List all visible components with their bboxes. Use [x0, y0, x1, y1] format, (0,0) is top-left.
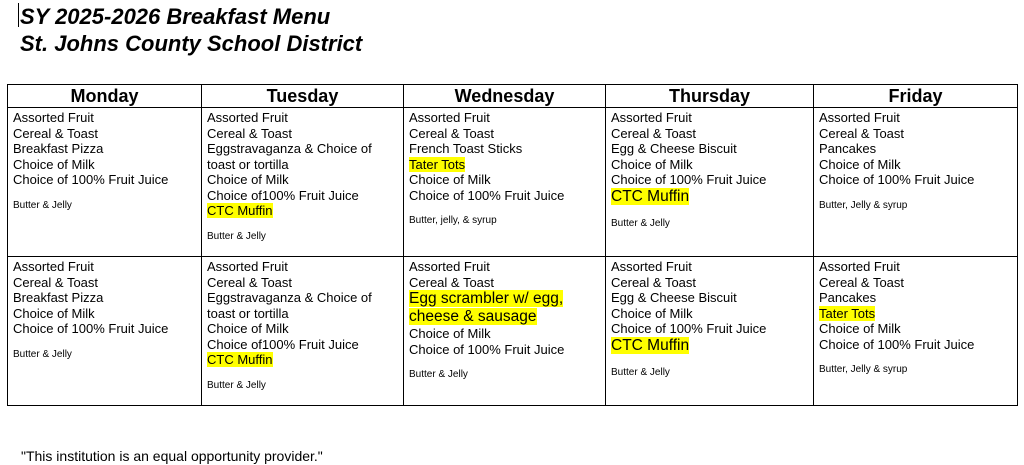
menu-item-line — [611, 141, 809, 157]
menu-item: Choice of 100% Fruit Juice — [819, 336, 975, 352]
menu-item-line — [13, 290, 197, 306]
menu-item: Choice of 100% Fruit Juice — [611, 321, 767, 336]
condiments-note: Butter & Jelly — [207, 379, 266, 391]
menu-cell-wednesday — [404, 257, 606, 406]
menu-item: Breakfast Pizza — [13, 141, 104, 156]
menu-item: Assorted Fruit — [207, 110, 288, 125]
menu-item: Choice of Milk — [207, 321, 289, 336]
menu-item-line — [207, 172, 399, 188]
menu-item: Cereal & Toast — [409, 274, 495, 290]
menu-item: Cereal & Toast — [13, 125, 99, 141]
menu-cell-friday — [814, 257, 1018, 406]
menu-item-line — [13, 126, 197, 142]
highlighted-menu-item: Tater Tots — [819, 305, 876, 321]
menu-item-line — [409, 110, 601, 126]
menu-item: Cereal & Toast — [611, 274, 697, 290]
equal-opportunity-statement: "This institution is an equal opportunity provider." — [21, 448, 323, 464]
menu-item-line — [207, 188, 399, 204]
menu-item: Cereal & Toast — [611, 125, 697, 141]
menu-item-line — [409, 326, 601, 342]
menu-item-line — [611, 321, 809, 337]
menu-cell-monday — [8, 108, 202, 257]
menu-item: Assorted Fruit — [409, 110, 490, 125]
menu-item-line — [13, 172, 197, 188]
menu-item: Choice of 100% Fruit Juice — [13, 321, 169, 336]
day-header-thursday: Thursday — [606, 85, 814, 108]
menu-item-line — [13, 259, 197, 275]
text-cursor — [18, 3, 19, 27]
menu-item: Choice of100% Fruit Juice — [207, 336, 359, 352]
menu-cell-wednesday — [404, 108, 606, 257]
condiments-note: Butter & Jelly — [611, 366, 670, 378]
menu-item-line — [819, 290, 1013, 306]
menu-item: French Toast Sticks — [409, 141, 523, 156]
menu-item-line — [207, 141, 399, 172]
menu-item-line — [819, 172, 1013, 188]
menu-item-line — [207, 259, 399, 275]
menu-body — [8, 108, 1018, 406]
menu-item-line — [207, 203, 399, 219]
breakfast-menu-table — [7, 84, 1018, 406]
menu-item-line — [13, 141, 197, 157]
menu-item-line — [409, 259, 601, 275]
menu-cell-monday — [8, 257, 202, 406]
menu-item-line — [13, 306, 197, 322]
menu-item: Choice of Milk — [207, 172, 289, 187]
menu-item: Choice of 100% Fruit Juice — [13, 172, 169, 187]
highlighted-menu-item: Egg scrambler w/ egg, cheese & sausage — [409, 290, 564, 325]
menu-item-line — [611, 188, 809, 206]
day-header-row — [8, 85, 1018, 108]
menu-item: Assorted Fruit — [611, 110, 692, 125]
menu-item: Assorted Fruit — [13, 110, 94, 125]
highlighted-menu-item: CTC Muffin — [207, 203, 273, 218]
menu-item-line — [13, 321, 197, 337]
menu-item: Cereal & Toast — [819, 125, 905, 141]
menu-item-line — [409, 126, 601, 142]
menu-item-line — [409, 157, 601, 173]
menu-item: Choice of 100% Fruit Juice — [819, 172, 975, 187]
condiments-note: Butter & Jelly — [13, 348, 72, 360]
menu-cell-tuesday — [202, 108, 404, 257]
menu-item: Choice of Milk — [13, 305, 95, 321]
day-header-wednesday: Wednesday — [404, 85, 606, 108]
menu-item-line — [409, 188, 601, 204]
menu-item: Pancakes — [819, 141, 877, 156]
menu-item-line — [409, 275, 601, 291]
menu-item: Egg & Cheese Biscuit — [611, 141, 737, 156]
menu-item-line — [611, 157, 809, 173]
menu-item-line — [819, 110, 1013, 126]
menu-item: Assorted Fruit — [611, 259, 692, 274]
menu-item: Choice of Milk — [611, 156, 693, 172]
menu-item-line — [409, 342, 601, 358]
menu-item-line — [819, 157, 1013, 173]
menu-item: Choice of Milk — [819, 156, 901, 172]
menu-item-line — [409, 141, 601, 157]
menu-item: Breakfast Pizza — [13, 290, 104, 305]
menu-item-line — [13, 157, 197, 173]
menu-item: Pancakes — [819, 290, 877, 305]
menu-item-line — [819, 306, 1013, 322]
menu-item-line — [611, 275, 809, 291]
menu-item-line — [819, 337, 1013, 353]
menu-item-line — [819, 275, 1013, 291]
condiments-note: Butter & Jelly — [611, 217, 670, 229]
menu-item-line — [611, 337, 809, 355]
menu-item-line — [819, 259, 1013, 275]
menu-cell-thursday — [606, 257, 814, 406]
menu-item: Choice of 100% Fruit Juice — [409, 187, 565, 203]
menu-item-line — [611, 259, 809, 275]
menu-item: Choice of 100% Fruit Juice — [409, 341, 565, 357]
menu-item-line — [207, 337, 399, 353]
menu-item-line — [207, 275, 399, 291]
menu-item: Choice of 100% Fruit Juice — [611, 172, 767, 187]
menu-item-line — [207, 290, 399, 321]
menu-item: Choice of100% Fruit Juice — [207, 187, 359, 203]
menu-item: Eggstravaganza & Choice of toast or tortilla — [207, 141, 372, 172]
condiments-note: Butter & Jelly — [207, 230, 266, 242]
menu-cell-thursday — [606, 108, 814, 257]
menu-item-line — [611, 172, 809, 188]
menu-item-line — [819, 141, 1013, 157]
menu-item: Egg & Cheese Biscuit — [611, 290, 737, 305]
menu-item: Cereal & Toast — [207, 274, 293, 290]
menu-item: Cereal & Toast — [819, 274, 905, 290]
menu-item-line — [207, 110, 399, 126]
menu-item-line — [819, 321, 1013, 337]
day-header-tuesday: Tuesday — [202, 85, 404, 108]
highlighted-menu-item: CTC Muffin — [207, 352, 273, 367]
menu-item: Choice of Milk — [409, 172, 491, 187]
menu-item: Choice of Milk — [13, 156, 95, 172]
condiments-note: Butter, Jelly & syrup — [819, 199, 908, 211]
menu-item-line — [207, 321, 399, 337]
menu-item: Choice of Milk — [409, 326, 491, 341]
menu-item: Assorted Fruit — [207, 259, 288, 274]
menu-item-line — [611, 290, 809, 306]
menu-item-line — [409, 172, 601, 188]
menu-item: Assorted Fruit — [13, 259, 94, 274]
condiments-note: Butter & Jelly — [13, 199, 72, 211]
menu-cell-friday — [814, 108, 1018, 257]
menu-item: Cereal & Toast — [13, 274, 99, 290]
menu-item-line — [819, 126, 1013, 142]
menu-item-line — [13, 275, 197, 291]
menu-item-line — [207, 352, 399, 368]
week-row-1 — [8, 108, 1018, 257]
menu-item-line — [13, 110, 197, 126]
highlighted-menu-item: CTC Muffin — [611, 187, 690, 205]
week-row-2 — [8, 257, 1018, 406]
menu-item: Assorted Fruit — [819, 259, 900, 274]
menu-item: Choice of Milk — [611, 305, 693, 321]
menu-item: Cereal & Toast — [409, 125, 495, 141]
condiments-note: Butter & Jelly — [409, 369, 468, 380]
menu-item: Cereal & Toast — [207, 125, 293, 141]
menu-item: Assorted Fruit — [819, 110, 900, 125]
menu-item-line — [611, 306, 809, 322]
menu-item-line — [207, 126, 399, 142]
menu-title: SY 2025-2026 Breakfast Menu — [20, 4, 331, 29]
menu-item-line — [611, 126, 809, 142]
highlighted-menu-item: CTC Muffin — [611, 336, 690, 354]
menu-item: Eggstravaganza & Choice of toast or tortilla — [207, 290, 372, 321]
day-header-friday: Friday — [814, 85, 1018, 108]
menu-item: Choice of Milk — [819, 321, 901, 336]
condiments-note: Butter, jelly, & syrup — [409, 215, 497, 226]
highlighted-menu-item: Tater Tots — [409, 156, 466, 172]
menu-item: Assorted Fruit — [409, 259, 490, 274]
menu-item-line — [611, 110, 809, 126]
day-header-monday: Monday — [8, 85, 202, 108]
district-name: St. Johns County School District — [20, 31, 363, 56]
condiments-note: Butter, Jelly & syrup — [819, 364, 908, 375]
menu-cell-tuesday — [202, 257, 404, 406]
menu-item-line — [409, 290, 601, 326]
